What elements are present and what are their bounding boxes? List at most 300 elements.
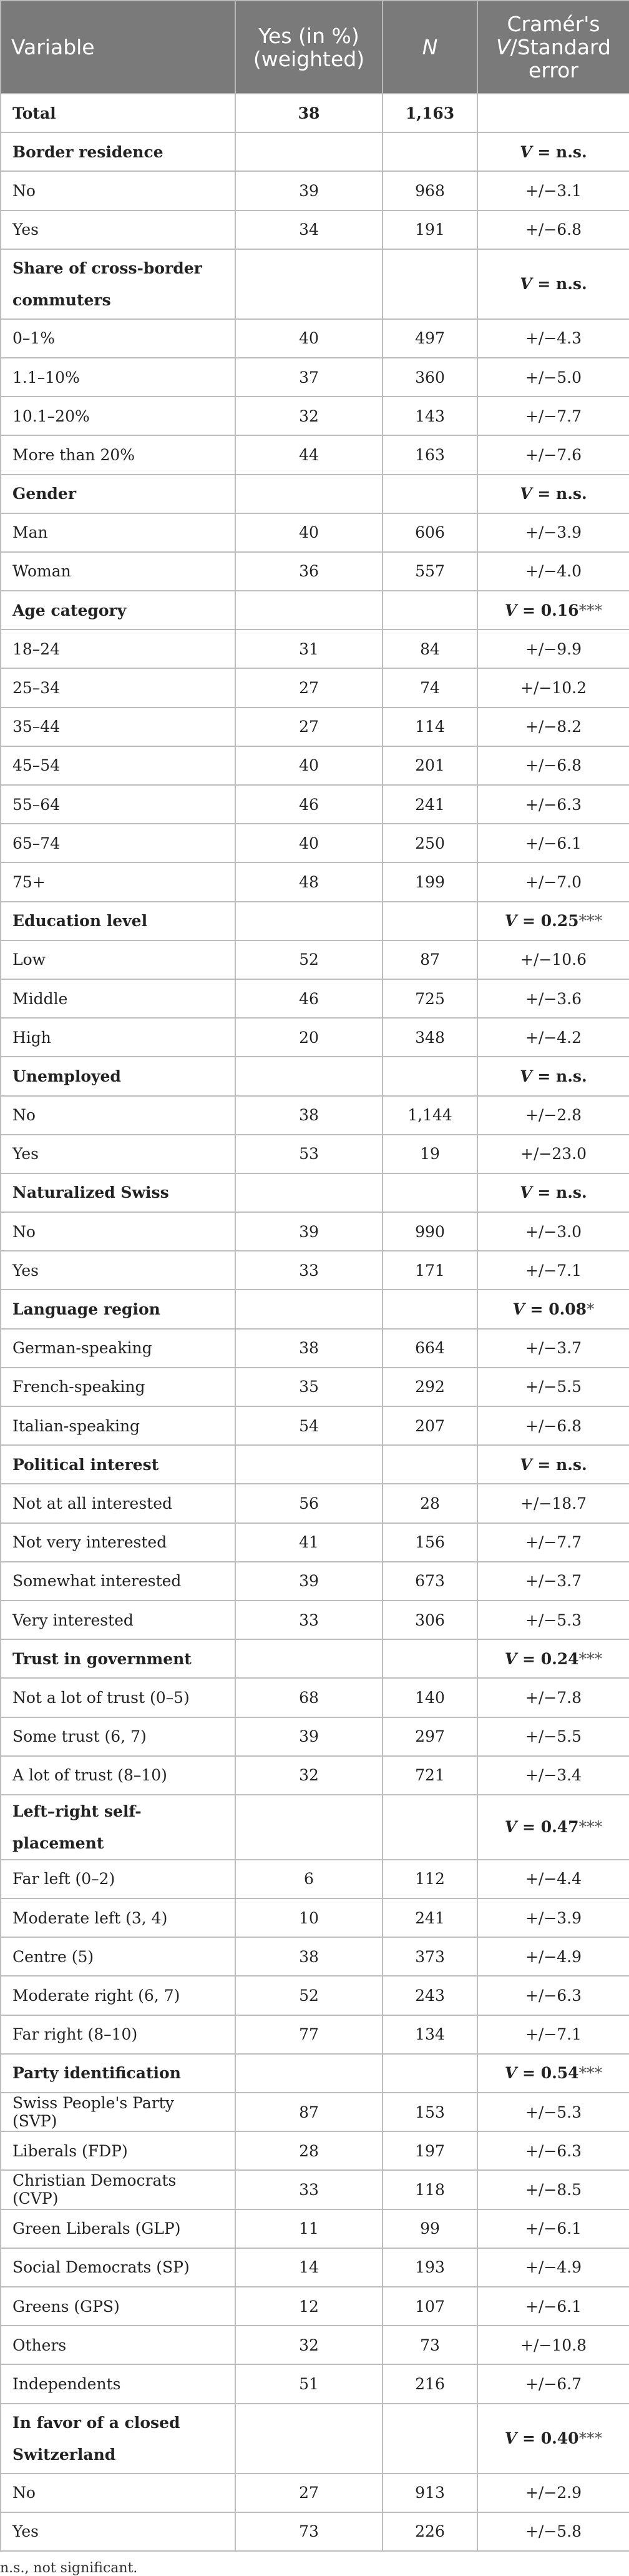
standard-error-cell: +/−6.8: [477, 1406, 629, 1445]
category-label-text: Age category: [12, 601, 127, 619]
row-label: 45–54: [1, 746, 235, 785]
cramers-v-value: [477, 2404, 629, 2474]
v-symbol: V: [520, 275, 532, 294]
row-label: Very interested: [1, 1601, 235, 1639]
empty-cell: [235, 1173, 383, 1212]
standard-error-cell: +/−4.2: [477, 1018, 629, 1057]
n-cell: 153: [383, 2093, 477, 2131]
table-row: [1, 1096, 629, 1135]
cramers-v-value: [477, 591, 629, 629]
yes-percent-cell: 46: [235, 785, 383, 824]
empty-cell: [383, 1173, 477, 1212]
n-cell: 348: [383, 1018, 477, 1057]
standard-error-cell: +/−3.6: [477, 979, 629, 1018]
n-cell: 725: [383, 979, 477, 1018]
standard-error-cell: +/−3.7: [477, 1562, 629, 1601]
table-row: [1, 2287, 629, 2326]
category-label-text: Border residence: [12, 142, 163, 161]
yes-percent-cell: 34: [235, 210, 383, 249]
yes-percent-cell: 28: [235, 2131, 383, 2170]
row-label: Man: [1, 513, 235, 552]
header-cramers-v-part2: /Standard error: [510, 35, 611, 82]
standard-error-cell: +/−6.1: [477, 2209, 629, 2248]
row-label: 55–64: [1, 785, 235, 824]
category-label: [1, 132, 235, 171]
empty-cell: [235, 2404, 383, 2474]
row-label: German-speaking: [1, 1329, 235, 1368]
row-label: 0–1%: [1, 319, 235, 358]
empty-cell: [383, 132, 477, 171]
category-label: [1, 902, 235, 940]
table-header: [1, 1, 629, 94]
category-label-text: In favor of a closed Switzerland: [12, 2413, 180, 2464]
table-row: [1, 2474, 629, 2512]
table-row: [1, 1562, 629, 1601]
standard-error-cell: +/−5.5: [477, 1717, 629, 1756]
table-row: [1, 862, 629, 901]
category-row: [1, 1795, 629, 1860]
empty-cell: [383, 1057, 477, 1095]
table-row: [1, 513, 629, 552]
n-cell: 360: [383, 358, 477, 397]
row-label: 65–74: [1, 824, 235, 862]
table-row: [1, 1135, 629, 1173]
row-label: Some trust (6, 7): [1, 1717, 235, 1756]
n-cell: 163: [383, 435, 477, 474]
row-label: 10.1–20%: [1, 397, 235, 435]
n-cell: 913: [383, 2474, 477, 2512]
cramers-v-value: [477, 1445, 629, 1484]
yes-percent-cell: 35: [235, 1368, 383, 1406]
cramers-v-value: [477, 132, 629, 171]
v-symbol: V: [504, 1649, 517, 1668]
n-cell: 112: [383, 1860, 477, 1898]
row-label: Yes: [1, 1135, 235, 1173]
category-label: [1, 1795, 235, 1860]
standard-error-cell: +/−4.3: [477, 319, 629, 358]
standard-error-cell: +/−6.8: [477, 210, 629, 249]
standard-error-cell: +/−7.7: [477, 397, 629, 435]
yes-percent-cell: 6: [235, 1860, 383, 1898]
standard-error-cell: [477, 94, 629, 132]
row-label: Not very interested: [1, 1523, 235, 1562]
yes-percent-cell: 48: [235, 862, 383, 901]
n-cell: 99: [383, 2209, 477, 2248]
yes-percent-cell: 33: [235, 2170, 383, 2209]
v-number: 0.16: [540, 601, 579, 619]
row-label: No: [1, 171, 235, 210]
category-row: [1, 249, 629, 319]
n-cell: 226: [383, 2512, 477, 2551]
standard-error-cell: +/−18.7: [477, 1484, 629, 1522]
standard-error-cell: +/−3.9: [477, 1898, 629, 1937]
v-symbol: V: [520, 1455, 532, 1474]
table-row: [1, 1523, 629, 1562]
n-cell: 606: [383, 513, 477, 552]
empty-cell: [383, 249, 477, 319]
category-row: [1, 475, 629, 513]
category-label: [1, 1639, 235, 1678]
v-equals: =: [524, 1300, 549, 1319]
v-symbol: V: [520, 1067, 532, 1085]
category-label-text: Trust in government: [12, 1649, 192, 1668]
n-cell: 84: [383, 629, 477, 668]
table-row: [1, 397, 629, 435]
category-label-text: Left–right self-placement: [12, 1802, 142, 1852]
v-equals: =: [517, 2429, 541, 2447]
yes-percent-cell: 87: [235, 2093, 383, 2131]
standard-error-cell: +/−5.3: [477, 1601, 629, 1639]
cramers-v-value: [477, 475, 629, 513]
table-row: [1, 319, 629, 358]
category-label-text: Unemployed: [12, 1067, 121, 1085]
row-label: Yes: [1, 1251, 235, 1290]
table-row: [1, 171, 629, 210]
row-label: Greens (GPS): [1, 2287, 235, 2326]
yes-percent-cell: 33: [235, 1251, 383, 1290]
yes-percent-cell: 27: [235, 708, 383, 746]
category-row: [1, 2404, 629, 2474]
n-cell: 306: [383, 1601, 477, 1639]
yes-percent-cell: 41: [235, 1523, 383, 1562]
yes-percent-cell: 27: [235, 2474, 383, 2512]
empty-cell: [383, 1795, 477, 1860]
yes-percent-cell: 36: [235, 552, 383, 591]
empty-cell: [235, 1057, 383, 1095]
v-symbol: V: [520, 485, 532, 503]
n-cell: 557: [383, 552, 477, 591]
row-label: Italian-speaking: [1, 1406, 235, 1445]
yes-percent-cell: 31: [235, 629, 383, 668]
v-number: 0.08: [549, 1300, 587, 1319]
table-row: [1, 2015, 629, 2054]
row-label: Far right (8–10): [1, 2015, 235, 2054]
cramers-v-value: [477, 1173, 629, 1212]
empty-cell: [383, 591, 477, 629]
category-label-text: Education level: [12, 912, 148, 930]
yes-percent-cell: 20: [235, 1018, 383, 1057]
standard-error-cell: +/−4.9: [477, 2248, 629, 2287]
table-row: [1, 1368, 629, 1406]
yes-percent-cell: 40: [235, 824, 383, 862]
v-equals: =: [532, 1067, 557, 1085]
row-label: Not a lot of trust (0–5): [1, 1678, 235, 1717]
row-label: French-speaking: [1, 1368, 235, 1406]
n-cell: 968: [383, 171, 477, 210]
standard-error-cell: +/−3.1: [477, 171, 629, 210]
v-symbol: V: [504, 2429, 517, 2447]
v-number: n.s.: [556, 485, 587, 503]
row-label: Far left (0–2): [1, 1860, 235, 1898]
yes-percent-cell: 40: [235, 746, 383, 785]
cramers-v-value: [477, 1639, 629, 1678]
table-row: [1, 1329, 629, 1368]
n-cell: 107: [383, 2287, 477, 2326]
yes-percent-cell: 56: [235, 1484, 383, 1522]
row-label: Others: [1, 2326, 235, 2364]
standard-error-cell: +/−3.0: [477, 1212, 629, 1251]
empty-cell: [235, 2054, 383, 2093]
standard-error-cell: +/−6.7: [477, 2364, 629, 2403]
empty-cell: [383, 1639, 477, 1678]
n-cell: 241: [383, 1898, 477, 1937]
table-row: [1, 358, 629, 397]
empty-cell: [383, 2404, 477, 2474]
table-row: [1, 979, 629, 1018]
n-cell: 199: [383, 862, 477, 901]
table-row: [1, 1937, 629, 1976]
yes-percent-cell: 14: [235, 2248, 383, 2287]
category-row: [1, 2054, 629, 2093]
n-cell: 664: [383, 1329, 477, 1368]
n-cell: 673: [383, 1562, 477, 1601]
category-label-text: Language region: [12, 1300, 160, 1319]
row-label: 25–34: [1, 668, 235, 707]
table-row: [1, 2364, 629, 2403]
standard-error-cell: +/−5.5: [477, 1368, 629, 1406]
category-label: [1, 591, 235, 629]
row-label: A lot of trust (8–10): [1, 1756, 235, 1795]
table-row: [1, 2093, 629, 2131]
yes-percent-cell: 77: [235, 2015, 383, 2054]
table-row: [1, 1251, 629, 1290]
header-yes-percent: Yes (in %) (weighted): [235, 1, 383, 94]
yes-percent-cell: 40: [235, 513, 383, 552]
category-label-text: Share of cross-border commuters: [12, 259, 202, 309]
yes-percent-cell: 38: [235, 1937, 383, 1976]
empty-cell: [383, 475, 477, 513]
table-row: [1, 1860, 629, 1898]
table-footnote: n.s., not significant.: [0, 2560, 138, 2576]
category-row: [1, 591, 629, 629]
table-body: [1, 94, 629, 2551]
yes-percent-cell: 38: [235, 94, 383, 132]
significance-stars: *: [587, 1300, 595, 1319]
yes-percent-cell: 39: [235, 1212, 383, 1251]
row-label: Not at all interested: [1, 1484, 235, 1522]
row-label: 75+: [1, 862, 235, 901]
table-row: [1, 552, 629, 591]
category-label: [1, 2054, 235, 2093]
row-label: Moderate right (6, 7): [1, 1976, 235, 2015]
n-cell: 241: [383, 785, 477, 824]
row-label: Moderate left (3, 4): [1, 1898, 235, 1937]
yes-percent-cell: 39: [235, 171, 383, 210]
v-equals: =: [517, 1649, 541, 1668]
header-variable: Variable: [1, 1, 235, 94]
significance-stars: ***: [578, 1649, 603, 1668]
table-row: [1, 2209, 629, 2248]
cramers-v-value: [477, 2054, 629, 2093]
n-cell: 171: [383, 1251, 477, 1290]
n-cell: 990: [383, 1212, 477, 1251]
category-label: [1, 1057, 235, 1095]
standard-error-cell: +/−6.1: [477, 2287, 629, 2326]
yes-percent-cell: 68: [235, 1678, 383, 1717]
category-label-text: Political interest: [12, 1455, 159, 1474]
v-symbol: V: [504, 1818, 517, 1837]
row-label: More than 20%: [1, 435, 235, 474]
row-label: Centre (5): [1, 1937, 235, 1976]
n-cell: 207: [383, 1406, 477, 1445]
row-label: Somewhat interested: [1, 1562, 235, 1601]
n-cell: 143: [383, 397, 477, 435]
table-row: [1, 1018, 629, 1057]
standard-error-cell: +/−4.0: [477, 552, 629, 591]
yes-percent-cell: 51: [235, 2364, 383, 2403]
empty-cell: [383, 2054, 477, 2093]
empty-cell: [235, 249, 383, 319]
v-equals: =: [532, 485, 557, 503]
empty-cell: [383, 902, 477, 940]
empty-cell: [235, 475, 383, 513]
empty-cell: [235, 1445, 383, 1484]
category-label: [1, 1173, 235, 1212]
table-row: [1, 746, 629, 785]
cramers-v-value: [477, 902, 629, 940]
row-label: Independents: [1, 2364, 235, 2403]
standard-error-cell: +/−7.8: [477, 1678, 629, 1717]
yes-percent-cell: 52: [235, 1976, 383, 2015]
v-equals: =: [517, 912, 541, 930]
cramers-v-value: [477, 1057, 629, 1095]
standard-error-cell: +/−6.1: [477, 824, 629, 862]
category-row: [1, 1639, 629, 1678]
header-cramers-v: [477, 1, 629, 94]
v-symbol: V: [520, 142, 532, 161]
row-label: Green Liberals (GLP): [1, 2209, 235, 2248]
yes-percent-cell: 52: [235, 940, 383, 979]
v-symbol: V: [504, 912, 517, 930]
n-cell: 1,144: [383, 1096, 477, 1135]
table-row: [1, 785, 629, 824]
table-row: [1, 1406, 629, 1445]
standard-error-cell: +/−6.3: [477, 2131, 629, 2170]
v-equals: =: [532, 142, 557, 161]
v-symbol: V: [504, 2064, 517, 2083]
standard-error-cell: +/−8.2: [477, 708, 629, 746]
n-cell: 292: [383, 1368, 477, 1406]
yes-percent-cell: 32: [235, 2326, 383, 2364]
n-cell: 193: [383, 2248, 477, 2287]
table-row: [1, 2131, 629, 2170]
v-number: 0.24: [540, 1649, 579, 1668]
category-label-text: Party identification: [12, 2064, 181, 2083]
row-label: Social Democrats (SP): [1, 2248, 235, 2287]
v-equals: =: [517, 601, 541, 619]
row-label: Yes: [1, 2512, 235, 2551]
category-row: [1, 132, 629, 171]
empty-cell: [383, 1290, 477, 1328]
table-row: [1, 2170, 629, 2209]
table-row: [1, 210, 629, 249]
standard-error-cell: +/−4.4: [477, 1860, 629, 1898]
table-row: [1, 1976, 629, 2015]
standard-error-cell: +/−9.9: [477, 629, 629, 668]
row-label: High: [1, 1018, 235, 1057]
v-number: 0.25: [540, 912, 579, 930]
empty-cell: [235, 132, 383, 171]
n-cell: 1,163: [383, 94, 477, 132]
v-equals: =: [517, 1818, 541, 1837]
yes-percent-cell: 39: [235, 1562, 383, 1601]
v-symbol: V: [512, 1300, 525, 1319]
table-row: [1, 940, 629, 979]
yes-percent-cell: 10: [235, 1898, 383, 1937]
n-cell: 250: [383, 824, 477, 862]
table-row: [1, 435, 629, 474]
yes-percent-cell: 54: [235, 1406, 383, 1445]
n-cell: 297: [383, 1717, 477, 1756]
table-row: [1, 1601, 629, 1639]
n-cell: 156: [383, 1523, 477, 1562]
table-row: [1, 629, 629, 668]
standard-error-cell: +/−6.3: [477, 785, 629, 824]
cramers-v-value: [477, 1290, 629, 1328]
header-cramers-v-symbol: V: [496, 35, 510, 59]
standard-error-cell: +/−4.9: [477, 1937, 629, 1976]
row-label: No: [1, 1212, 235, 1251]
empty-cell: [235, 1639, 383, 1678]
standard-error-cell: +/−7.1: [477, 2015, 629, 2054]
row-label: Total: [1, 94, 235, 132]
n-cell: 373: [383, 1937, 477, 1976]
v-equals: =: [517, 2064, 541, 2083]
table-row: [1, 708, 629, 746]
standard-error-cell: +/−6.8: [477, 746, 629, 785]
significance-stars: ***: [578, 601, 603, 619]
category-label: [1, 249, 235, 319]
significance-stars: ***: [578, 2064, 603, 2083]
row-label: Liberals (FDP): [1, 2131, 235, 2170]
standard-error-cell: +/−3.9: [477, 513, 629, 552]
standard-error-cell: +/−7.6: [477, 435, 629, 474]
row-label: Middle: [1, 979, 235, 1018]
yes-percent-cell: 46: [235, 979, 383, 1018]
row-label: Yes: [1, 210, 235, 249]
yes-percent-cell: 38: [235, 1329, 383, 1368]
table-row: [1, 824, 629, 862]
standard-error-cell: +/−7.7: [477, 1523, 629, 1562]
yes-percent-cell: 73: [235, 2512, 383, 2551]
standard-error-cell: +/−10.8: [477, 2326, 629, 2364]
table-row: [1, 1756, 629, 1795]
row-label: Swiss People's Party (SVP): [1, 2093, 235, 2131]
category-row: [1, 1290, 629, 1328]
v-number: n.s.: [556, 275, 587, 294]
yes-percent-cell: 40: [235, 319, 383, 358]
n-cell: 216: [383, 2364, 477, 2403]
standard-error-cell: +/−2.8: [477, 1096, 629, 1135]
v-equals: =: [532, 275, 557, 294]
n-cell: 191: [383, 210, 477, 249]
table-row: [1, 1678, 629, 1717]
row-label: 18–24: [1, 629, 235, 668]
category-row: [1, 1445, 629, 1484]
category-label: [1, 2404, 235, 2474]
standard-error-cell: +/−23.0: [477, 1135, 629, 1173]
yes-percent-cell: 37: [235, 358, 383, 397]
n-cell: 74: [383, 668, 477, 707]
v-symbol: V: [504, 601, 517, 619]
empty-cell: [235, 1795, 383, 1860]
standard-error-cell: +/−5.0: [477, 358, 629, 397]
n-cell: 497: [383, 319, 477, 358]
empty-cell: [235, 902, 383, 940]
row-label: 35–44: [1, 708, 235, 746]
row-label: Low: [1, 940, 235, 979]
standard-error-cell: +/−8.5: [477, 2170, 629, 2209]
